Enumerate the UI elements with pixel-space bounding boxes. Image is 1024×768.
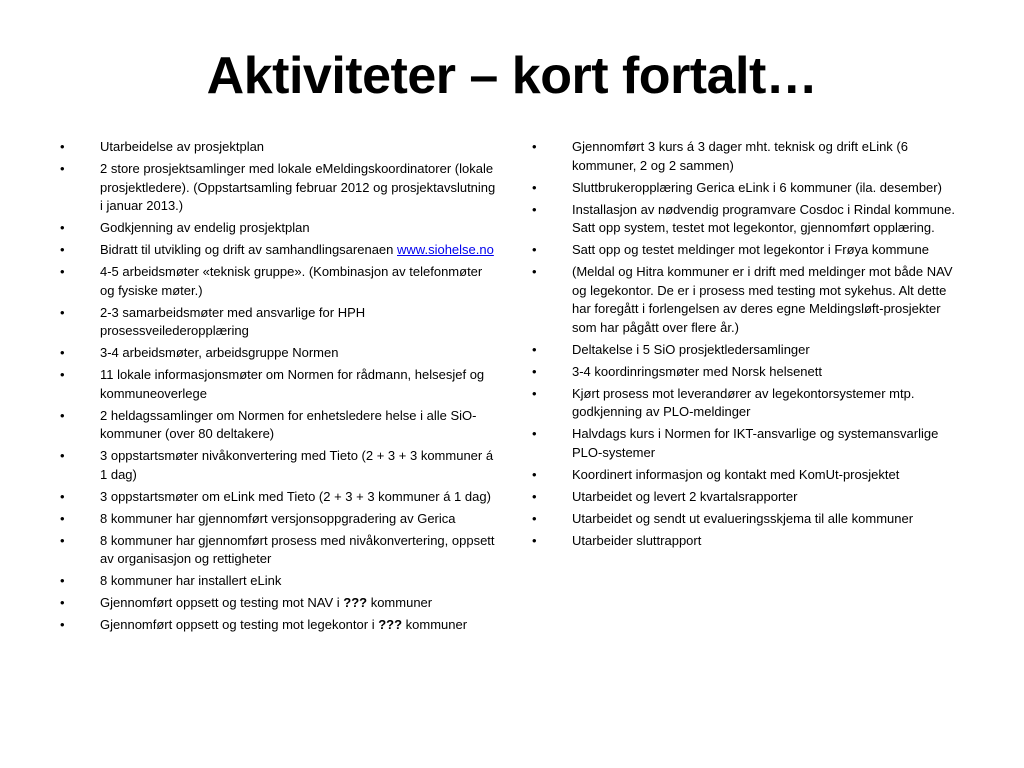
item-text: Satt opp og testet meldinger mot legekontor i Frøya kommune	[572, 242, 929, 257]
list-item	[58, 366, 498, 403]
bullet-icon: •	[60, 595, 65, 610]
list-item	[530, 532, 960, 551]
item-text-start: Gjennomført oppsett og testing mot NAV i	[100, 595, 344, 610]
bullet-icon: •	[532, 264, 537, 279]
bullet-icon: •	[60, 139, 65, 154]
item-text-bold: ???	[343, 595, 368, 610]
item-text-end: kommuner	[367, 595, 433, 610]
list-item	[58, 304, 498, 341]
list-item-text	[100, 617, 467, 632]
list-item-text	[572, 139, 908, 173]
bullet-icon: •	[532, 242, 537, 257]
list-item-text	[572, 511, 913, 526]
list-item-text	[100, 511, 456, 526]
item-text: Deltakelse i 5 SiO prosjektledersamlinger	[572, 341, 810, 357]
list-item-text	[100, 305, 365, 339]
item-text: Sluttbrukeropplæring Gerica eLink i 6 kommuner (ila. desember)	[572, 179, 942, 195]
slide-title: Aktiviteter – kort fortalt…	[206, 47, 818, 105]
list-item-text	[100, 448, 493, 482]
item-text: Koordinert informasjon og kontakt med KomUt-prosjektet	[572, 466, 900, 482]
bullet-icon: •	[532, 426, 537, 441]
item-text: Utarbeidet og levert 2 kvartalsrapporter	[572, 488, 798, 504]
item-text: Utarbeider sluttrapport	[572, 532, 702, 548]
list-item	[58, 344, 498, 363]
item-text: 2 heldagssamlinger om Normen for enhetsledere helse i alle SiO-kommuner (over 80 deltakere)	[100, 407, 477, 441]
list-item	[58, 241, 498, 260]
item-text: 3-4 koordinringsmøter med Norsk helsenett	[572, 363, 822, 379]
bullet-icon: •	[532, 363, 537, 379]
list-item	[58, 407, 498, 444]
website-link[interactable]: www.siohelse.no	[397, 242, 494, 257]
item-text: Installasjon av nødvendig programvare Cosdoc i Rindal kommune. Satt opp system, testet mot legekontor, gjennomført opplæring.	[572, 201, 955, 235]
bullet-icon: •	[532, 488, 537, 504]
list-item-text	[100, 242, 494, 257]
left-bullet-list	[58, 138, 498, 638]
list-item-text	[100, 139, 264, 154]
bullet-icon: •	[60, 161, 65, 176]
bullet-icon: •	[60, 304, 65, 320]
list-item	[530, 488, 960, 507]
list-item	[58, 160, 498, 216]
bullet-icon: •	[60, 573, 65, 588]
list-item	[58, 532, 498, 569]
list-item	[530, 341, 960, 360]
bullet-icon: •	[532, 385, 537, 401]
list-item	[530, 425, 960, 462]
list-item-text	[100, 573, 281, 588]
list-item	[530, 138, 960, 175]
list-item-text	[572, 342, 810, 357]
list-item-text	[100, 345, 338, 360]
item-text: Utarbeidet og sendt ut evalueringsskjema til alle kommuner	[572, 510, 914, 526]
list-item	[530, 241, 960, 260]
item-text-start: Gjennomført oppsett og testing mot legekontor i	[100, 617, 379, 632]
list-item-text	[572, 467, 899, 482]
list-item	[530, 201, 960, 238]
item-text-end: kommuner	[402, 617, 468, 632]
bullet-icon: •	[532, 201, 537, 217]
list-item	[58, 138, 498, 157]
list-item	[58, 510, 498, 529]
list-item	[58, 488, 498, 507]
item-text: (Meldal og Hitra kommuner er i drift med meldinger mot både NAV og legekontor. De er i prosess med testing mot sykehus. Alt dette har foregått i forlengelsen av deres egne Meldingsløft-prosjekter som har pågått over flere år.)	[572, 264, 953, 335]
item-text: 4-5 arbeidsmøter «teknisk gruppe». (Kombinasjon av telefonmøter og fysiske møter.)	[100, 264, 483, 298]
list-item-text	[100, 220, 310, 235]
list-item	[530, 363, 960, 382]
bullet-icon: •	[60, 510, 65, 526]
list-item	[530, 263, 960, 337]
list-item-text	[100, 595, 432, 610]
bullet-icon: •	[532, 341, 537, 357]
item-text: Gjennomført 3 kurs á 3 dager mht. teknisk og drift eLink (6 kommuner, 2 og 2 sammen)	[572, 139, 908, 173]
list-item	[530, 510, 960, 529]
list-item-text	[572, 386, 914, 420]
list-item	[58, 219, 498, 238]
list-item	[58, 263, 498, 300]
item-text: 3 oppstartsmøter om eLink med Tieto (2 + 3 + 3 kommuner á 1 dag)	[100, 488, 491, 504]
item-text-bold: ???	[378, 617, 403, 632]
bullet-icon: •	[532, 179, 537, 195]
list-item-text	[572, 533, 701, 548]
list-item-text	[100, 533, 495, 567]
list-item	[58, 594, 498, 613]
item-text: Godkjenning av endelig prosjektplan	[100, 220, 310, 235]
bullet-icon: •	[60, 242, 65, 257]
bullet-icon: •	[60, 407, 65, 423]
bullet-icon: •	[60, 448, 65, 463]
item-text: 3 oppstartsmøter nivåkonvertering med Tieto (2 + 3 + 3 kommuner á 1 dag)	[100, 448, 494, 482]
right-bullet-list	[530, 138, 960, 554]
bullet-icon: •	[60, 220, 65, 235]
item-text: 8 kommuner har installert eLink	[100, 573, 282, 588]
list-item-text	[100, 264, 482, 298]
bullet-icon: •	[532, 510, 537, 526]
item-text: 2 store prosjektsamlinger med lokale eMeldingskoordinatorer (lokale prosjektledere). (Oppstartsamling februar 2012 og prosjektavslutning i januar 2013.)	[100, 161, 496, 213]
item-text: Utarbeidelse av prosjektplan	[100, 139, 265, 154]
list-item	[58, 616, 498, 635]
list-item	[58, 572, 498, 591]
bullet-icon: •	[532, 139, 537, 154]
list-item-text	[572, 264, 953, 335]
bullet-icon: •	[60, 345, 65, 360]
bullet-icon: •	[60, 488, 65, 504]
list-item-text	[100, 367, 484, 401]
bullet-icon: •	[60, 532, 65, 548]
item-text: Halvdags kurs i Normen for IKT-ansvarlige og systemansvarlige PLO-systemer	[572, 426, 939, 460]
item-text: 11 lokale informasjonsmøter om Normen for rådmann, helsesjef og kommuneoverlege	[100, 367, 485, 401]
list-item-text	[100, 161, 495, 213]
bullet-icon: •	[532, 466, 537, 482]
item-text: 8 kommuner har gjennomført versjonsoppgradering av Gerica	[100, 510, 456, 526]
bullet-icon: •	[532, 532, 537, 548]
item-text: Kjørt prosess mot leverandører av legekontorsystemer mtp. godkjenning av PLO-meldinger	[572, 385, 915, 419]
list-item-text	[572, 489, 797, 504]
list-item-text	[572, 202, 955, 236]
list-item	[530, 385, 960, 422]
list-item	[530, 179, 960, 198]
bullet-icon: •	[60, 617, 65, 632]
item-text: 2-3 samarbeidsmøter med ansvarlige for HPH prosessveilederopplæring	[100, 304, 366, 338]
list-item-text	[572, 242, 929, 257]
item-text: 8 kommuner har gjennomført prosess med nivåkonvertering, oppsett av organisasjon og rettigheter	[100, 532, 495, 566]
bullet-icon: •	[60, 264, 65, 279]
list-item-text	[572, 180, 942, 195]
bullet-icon: •	[60, 367, 65, 382]
list-item	[530, 466, 960, 485]
list-item-text	[572, 426, 938, 460]
list-item	[58, 447, 498, 484]
item-text: 3-4 arbeidsmøter, arbeidsgruppe Normen	[100, 345, 339, 360]
list-item-text	[572, 364, 822, 379]
list-item-text	[100, 408, 476, 442]
item-text: Bidratt til utvikling og drift av samhandlingsarenaen	[100, 242, 394, 257]
list-item-text	[100, 489, 491, 504]
